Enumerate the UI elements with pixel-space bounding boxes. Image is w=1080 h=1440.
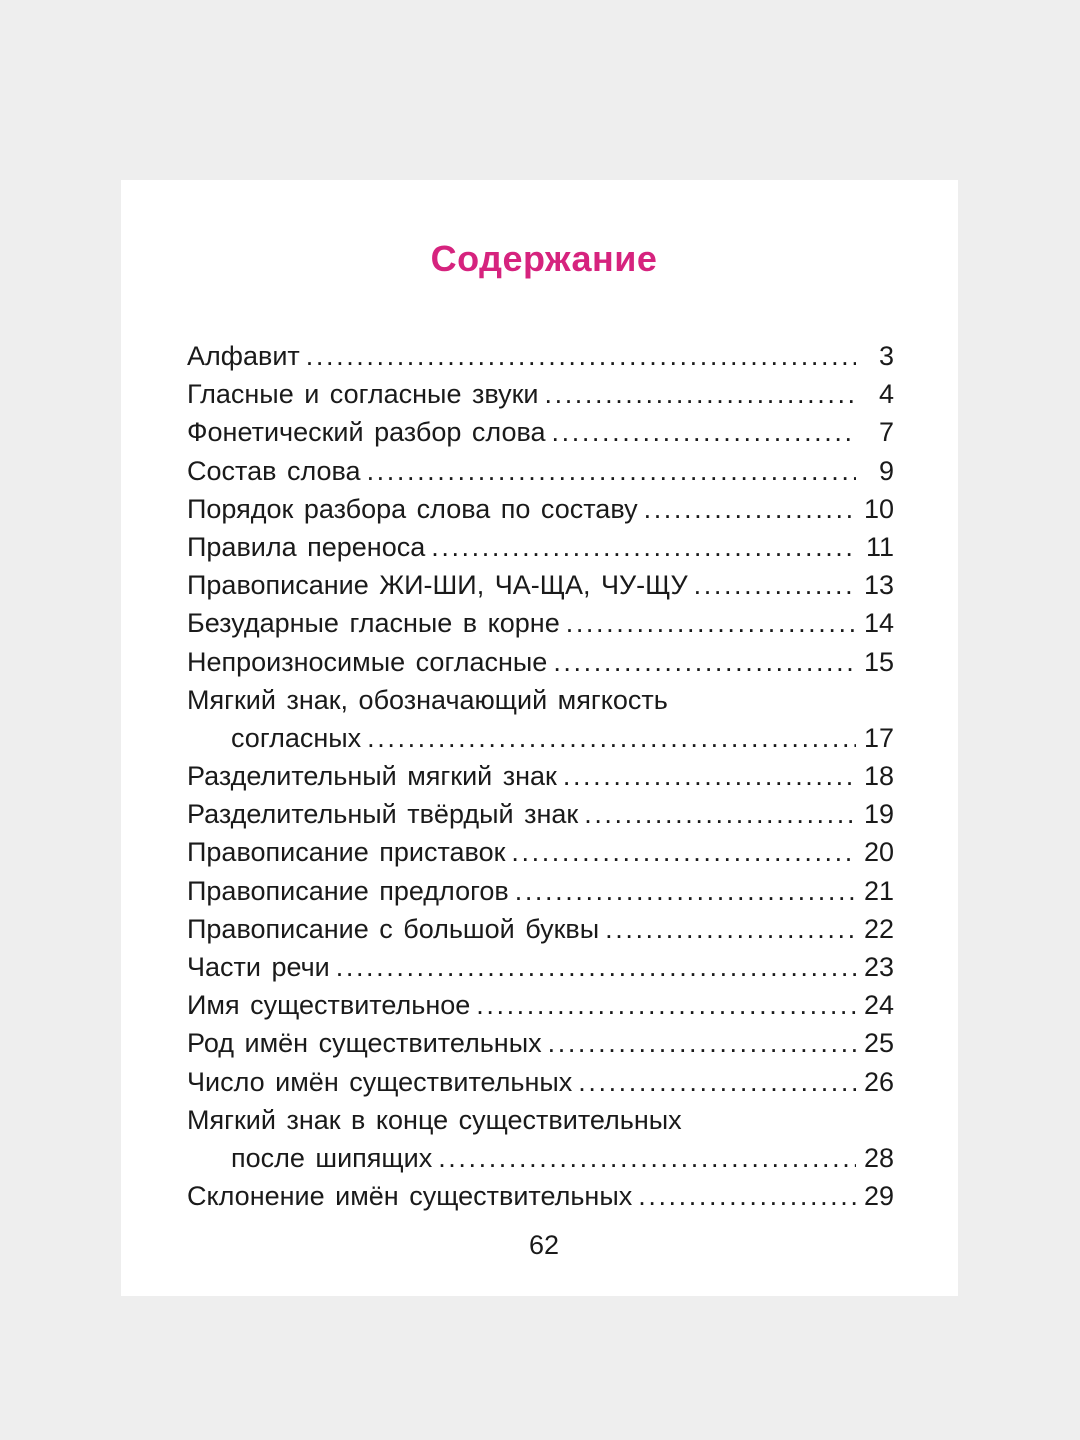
dot-leader	[438, 1139, 856, 1177]
toc-entry-title: Правила переноса	[187, 531, 426, 562]
toc-entry-page: 15	[863, 646, 894, 677]
toc-entry-title: Число имён существительных	[187, 1066, 573, 1097]
toc-row	[187, 337, 894, 375]
toc-row	[187, 681, 894, 719]
toc-entry-title: Состав слова	[187, 455, 361, 486]
page-number: 62	[528, 1230, 560, 1260]
dot-leader	[638, 1177, 856, 1215]
toc-entry-title: Безударные гласные в корне	[187, 608, 560, 639]
dot-leader	[545, 375, 857, 413]
toc-entry-page: 7	[878, 417, 894, 448]
toc-entry-title: Род имён существительных	[187, 1028, 542, 1059]
toc-entry-page: 17	[863, 722, 894, 753]
page-title: Содержание	[430, 238, 658, 280]
toc-entry-page: 18	[863, 761, 894, 792]
toc-entry-continuation: после шипящих	[231, 1142, 433, 1173]
toc-row-continuation	[187, 1139, 894, 1177]
toc-entry-title: Части речи	[187, 952, 330, 982]
toc-entry-page: 29	[863, 1181, 894, 1212]
toc-row	[187, 375, 894, 413]
toc-entry-title: Непроизносимые согласные	[187, 646, 548, 677]
toc-entry	[187, 872, 894, 910]
toc-row	[187, 1101, 894, 1139]
toc-entry	[187, 375, 894, 413]
toc-entry-title: Мягкий знак, обозначающий мягкость	[187, 684, 668, 715]
toc-row	[187, 872, 894, 910]
dot-leader	[584, 795, 856, 833]
toc-entry-title: Правописание с большой буквы	[187, 913, 600, 944]
toc-entry-title: Порядок разбора слова по составу	[187, 493, 638, 524]
toc-row	[187, 795, 894, 833]
toc-entry-page: 22	[863, 913, 894, 944]
toc-entry-page: 25	[863, 1028, 894, 1059]
toc-row	[187, 643, 894, 681]
toc-entry-page: 24	[863, 990, 894, 1021]
dot-leader	[431, 528, 856, 566]
toc-entry-page: 28	[863, 1142, 894, 1173]
toc-row	[187, 948, 894, 986]
toc-entry	[187, 833, 894, 871]
toc-entry-title: Гласные и согласные звуки	[187, 379, 539, 410]
toc-row	[187, 1024, 894, 1062]
toc-entry-title: Фонетический разбор слова	[187, 417, 546, 448]
toc-entry	[187, 413, 894, 451]
dot-leader	[694, 566, 856, 604]
toc-entry	[187, 452, 894, 490]
dot-leader	[563, 757, 856, 795]
toc-entry-title: Алфавит	[187, 341, 300, 371]
toc-entry-title: Склонение имён существительных	[187, 1181, 633, 1212]
toc-row	[187, 566, 894, 604]
toc-entry-page: 21	[863, 875, 894, 906]
toc-entry-page: 3	[878, 341, 894, 371]
toc-entry	[187, 566, 894, 604]
toc-entry-page: 23	[863, 952, 894, 982]
toc-row-continuation	[187, 719, 894, 757]
toc-entry	[187, 337, 894, 375]
toc-entry-title: Разделительный мягкий знак	[187, 761, 557, 792]
toc-row	[187, 452, 894, 490]
dot-leader	[306, 337, 856, 375]
toc-entry-title: Правописание приставок	[187, 837, 506, 868]
toc-entry	[187, 757, 894, 795]
toc-entry	[187, 604, 894, 642]
toc-entry	[187, 490, 894, 528]
toc-entry-page: 13	[863, 570, 894, 601]
dot-leader	[476, 986, 856, 1024]
toc-entry-title: Имя существительное	[187, 990, 471, 1021]
toc-entry	[187, 986, 894, 1024]
toc-entry-title: Правописание предлогов	[187, 875, 509, 906]
toc-row	[187, 413, 894, 451]
dot-leader	[336, 948, 856, 986]
toc-entry-page: 26	[863, 1066, 894, 1097]
dot-leader	[511, 833, 856, 871]
toc-row	[187, 757, 894, 795]
toc-entry-title: Разделительный твёрдый знак	[187, 799, 579, 830]
toc-entry	[187, 948, 894, 986]
dot-leader	[515, 872, 856, 910]
table-of-contents	[187, 337, 894, 1215]
toc-entry-page: 20	[863, 837, 894, 868]
toc-entry	[187, 1101, 894, 1177]
dot-leader	[367, 452, 856, 490]
toc-row	[187, 528, 894, 566]
toc-entry-title: Мягкий знак в конце существительных	[187, 1104, 682, 1135]
dot-leader	[605, 910, 856, 948]
toc-row	[187, 1063, 894, 1101]
dot-leader	[644, 490, 856, 528]
toc-entry	[187, 643, 894, 681]
toc-entry-page: 14	[863, 608, 894, 639]
toc-row	[187, 604, 894, 642]
toc-entry-continuation: согласных	[231, 722, 362, 753]
dot-leader	[553, 643, 856, 681]
toc-entry-page: 19	[863, 799, 894, 830]
toc-entry-title: Правописание ЖИ-ШИ, ЧА-ЩА, ЧУ-ЩУ	[187, 570, 688, 601]
toc-entry	[187, 1063, 894, 1101]
toc-entry	[187, 1024, 894, 1062]
toc-entry	[187, 1177, 894, 1215]
dot-leader	[367, 719, 856, 757]
toc-row	[187, 986, 894, 1024]
toc-row	[187, 1177, 894, 1215]
dot-leader	[578, 1063, 856, 1101]
toc-entry-page: 9	[878, 455, 894, 486]
toc-entry	[187, 795, 894, 833]
toc-entry	[187, 681, 894, 757]
toc-entry-page: 11	[865, 531, 894, 562]
dot-leader	[552, 413, 856, 451]
toc-row	[187, 910, 894, 948]
dot-leader	[548, 1024, 856, 1062]
toc-row	[187, 490, 894, 528]
toc-entry	[187, 910, 894, 948]
toc-entry-page: 10	[863, 493, 894, 524]
dot-leader	[566, 604, 856, 642]
toc-entry-page: 4	[878, 379, 894, 410]
toc-entry	[187, 528, 894, 566]
toc-row	[187, 833, 894, 871]
